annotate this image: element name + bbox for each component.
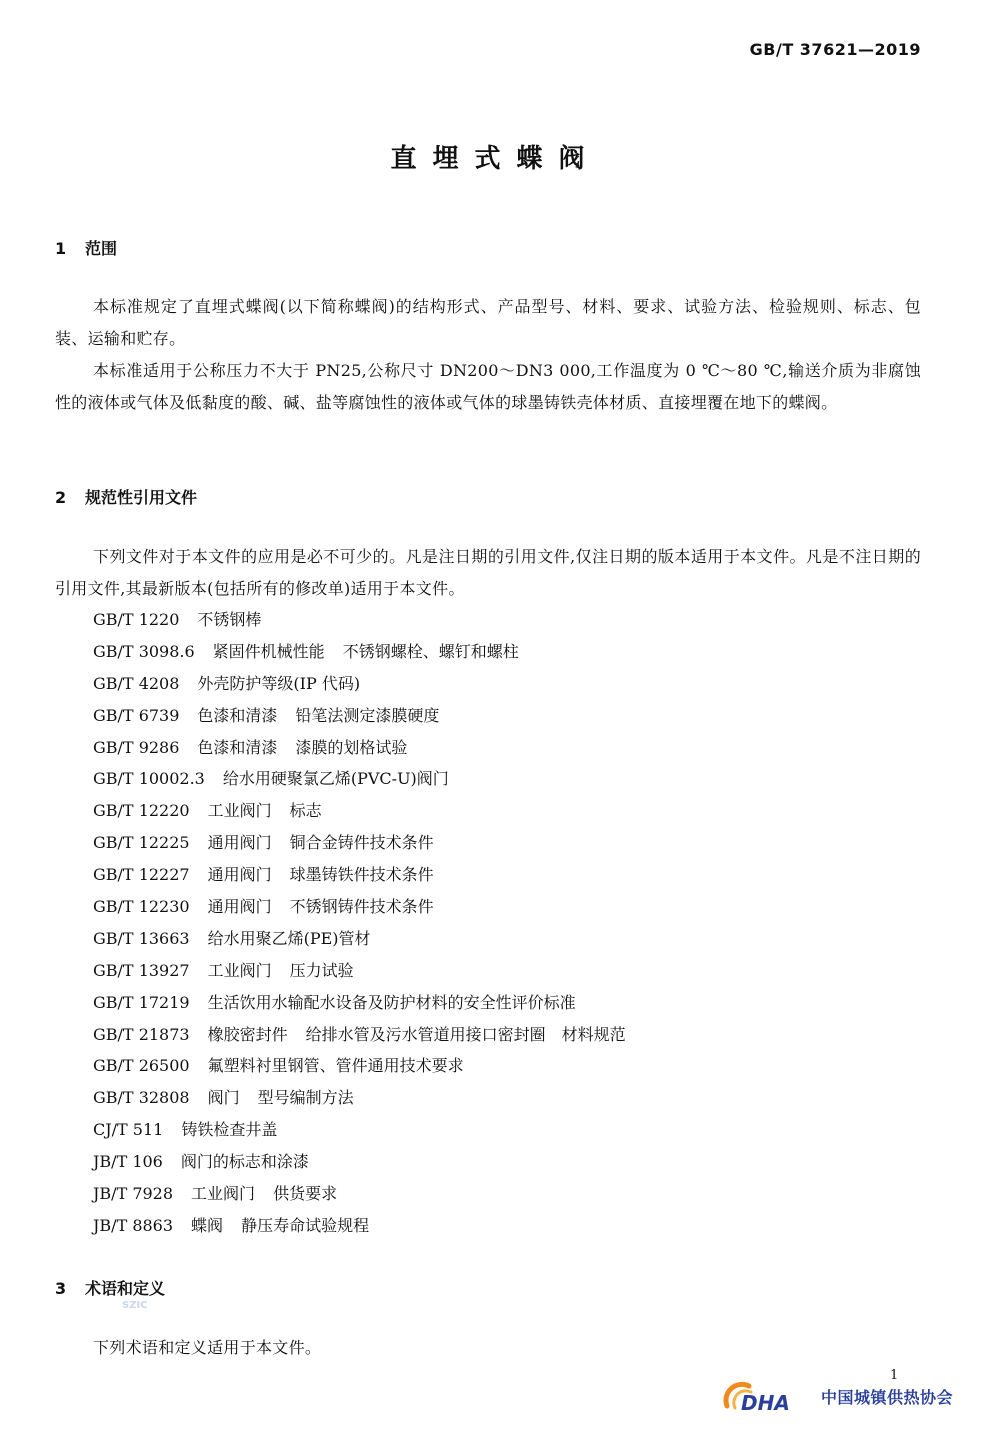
reference-title: 氟塑料衬里钢管、管件通用技术要求 (207, 1056, 464, 1076)
reference-title: 通用阀门 (207, 897, 272, 917)
reference-code: JB/T 8863 (93, 1215, 174, 1235)
reference-item (93, 1050, 626, 1082)
reference-subtitle: 静压寿命试验规程 (241, 1215, 370, 1235)
reference-item (93, 955, 626, 987)
reference-code: GB/T 17219 (93, 992, 190, 1012)
reference-title: 铸铁检查井盖 (181, 1120, 278, 1140)
section-title: 规范性引用文件 (85, 488, 198, 507)
reference-subtitle: 给排水管及污水管道用接口密封圈 材料规范 (305, 1024, 626, 1044)
reference-code: GB/T 4208 (93, 673, 180, 693)
reference-title: 工业阀门 (207, 801, 272, 821)
reference-code: GB/T 21873 (93, 1024, 190, 1044)
reference-title: 工业阀门 (207, 960, 272, 980)
reference-item (93, 827, 626, 859)
reference-title: 给水用聚乙烯(PE)管材 (207, 928, 371, 948)
reference-item (93, 795, 626, 827)
reference-item (93, 604, 626, 636)
publisher-logo (723, 1376, 953, 1416)
logo-text: DHA (741, 1391, 790, 1415)
section-number: 1 (55, 239, 67, 258)
reference-code: CJ/T 511 (93, 1120, 164, 1140)
reference-code: JB/T 106 (93, 1152, 163, 1172)
section-1-heading (55, 236, 117, 259)
reference-subtitle: 不锈钢铸件技术条件 (289, 897, 434, 917)
reference-code: GB/T 3098.6 (93, 641, 195, 661)
reference-item (93, 763, 626, 795)
reference-subtitle: 球墨铸铁件技术条件 (289, 865, 434, 885)
page-number: 1 (890, 1368, 899, 1383)
reference-subtitle: 供货要求 (273, 1184, 338, 1204)
reference-code: GB/T 12227 (93, 865, 190, 885)
reference-code: GB/T 26500 (93, 1056, 190, 1076)
reference-code: JB/T 7928 (93, 1184, 174, 1204)
section-2-heading (55, 485, 197, 508)
reference-title: 色漆和清漆 (197, 737, 278, 757)
reference-subtitle: 铜合金铸件技术条件 (289, 833, 434, 853)
section-number: 3 (55, 1279, 67, 1298)
document-title: 直埋式蝶阀 (390, 144, 601, 174)
reference-code: GB/T 32808 (93, 1088, 190, 1108)
reference-item (93, 668, 626, 700)
reference-item (93, 1146, 626, 1178)
reference-title: 通用阀门 (207, 833, 272, 853)
section-title: 范围 (85, 239, 118, 258)
reference-item (93, 1082, 626, 1114)
reference-code: GB/T 12225 (93, 833, 190, 853)
reference-item (93, 891, 626, 923)
reference-title: 阀门的标志和涂漆 (180, 1152, 309, 1172)
dha-logo-icon (723, 1376, 815, 1416)
scope-paragraph-1: 本标准规定了直埋式蝶阀(以下简称蝶阀)的结构形式、产品型号、材料、要求、试验方法、检验规则、标志、包装、运输和贮存。 (55, 297, 921, 348)
reference-code: GB/T 1220 (93, 610, 180, 629)
section-title: 术语和定义 (85, 1279, 166, 1298)
reference-title: 阀门 (207, 1088, 240, 1108)
section-number: 2 (55, 488, 67, 507)
watermark: SZIC (122, 1300, 148, 1311)
reference-subtitle: 不锈钢螺栓、螺钉和螺柱 (342, 641, 519, 661)
reference-item (93, 732, 626, 764)
reference-item (93, 1114, 626, 1146)
reference-code: GB/T 6739 (93, 705, 180, 725)
reference-item (93, 859, 626, 891)
reference-title: 外壳防护等级(IP 代码) (197, 673, 361, 693)
reference-code: GB/T 10002.3 (93, 769, 205, 789)
reference-code: GB/T 13663 (93, 928, 190, 948)
scope-paragraph-2: 本标准适用于公称压力不大于 PN25,公称尺寸 DN200～DN3 000,工作温度为 0 ℃～80 ℃,输送介质为非腐蚀性的液体或气体及低黏度的酸、碱、盐等腐蚀性的液体或气体的球墨铸铁壳体材质、直接埋覆在地下的蝶阀。 (55, 361, 921, 412)
terms-intro-paragraph: 下列术语和定义适用于本文件。 (93, 1338, 322, 1357)
reference-subtitle: 铅笔法测定漆膜硬度 (295, 705, 440, 725)
reference-item (93, 1210, 626, 1242)
reference-subtitle: 型号编制方法 (257, 1088, 354, 1108)
reference-code: GB/T 12220 (93, 801, 190, 821)
reference-item (93, 1019, 626, 1051)
reference-list (93, 604, 626, 1242)
standard-code: GB/T 37621—2019 (749, 40, 921, 59)
reference-subtitle: 标志 (289, 801, 322, 821)
reference-title: 工业阀门 (191, 1184, 256, 1204)
reference-item (93, 636, 626, 668)
reference-subtitle: 漆膜的划格试验 (295, 737, 408, 757)
reference-item (93, 987, 626, 1019)
reference-item (93, 923, 626, 955)
reference-title: 给水用硬聚氯乙烯(PVC-U)阀门 (222, 769, 449, 789)
reference-title: 蝶阀 (191, 1215, 224, 1235)
reference-title: 生活饮用水输配水设备及防护材料的安全性评价标准 (207, 992, 576, 1012)
references-intro-paragraph: 下列文件对于本文件的应用是必不可少的。凡是注日期的引用文件,仅注日期的版本适用于本文件。凡是不注日期的引用文件,其最新版本(包括所有的修改单)适用于本文件。 (55, 547, 921, 598)
reference-item (93, 700, 626, 732)
reference-code: GB/T 9286 (93, 737, 180, 757)
reference-title: 不锈钢棒 (197, 610, 262, 629)
reference-code: GB/T 12230 (93, 897, 190, 917)
reference-title: 紧固件机械性能 (212, 641, 325, 661)
reference-subtitle: 压力试验 (289, 960, 354, 980)
reference-title: 色漆和清漆 (197, 705, 278, 725)
reference-title: 橡胶密封件 (207, 1024, 288, 1044)
reference-item (93, 1178, 626, 1210)
organization-name: 中国城镇供热协会 (821, 1387, 954, 1407)
reference-code: GB/T 13927 (93, 960, 190, 980)
reference-title: 通用阀门 (207, 865, 272, 885)
section-3-heading (55, 1276, 165, 1299)
